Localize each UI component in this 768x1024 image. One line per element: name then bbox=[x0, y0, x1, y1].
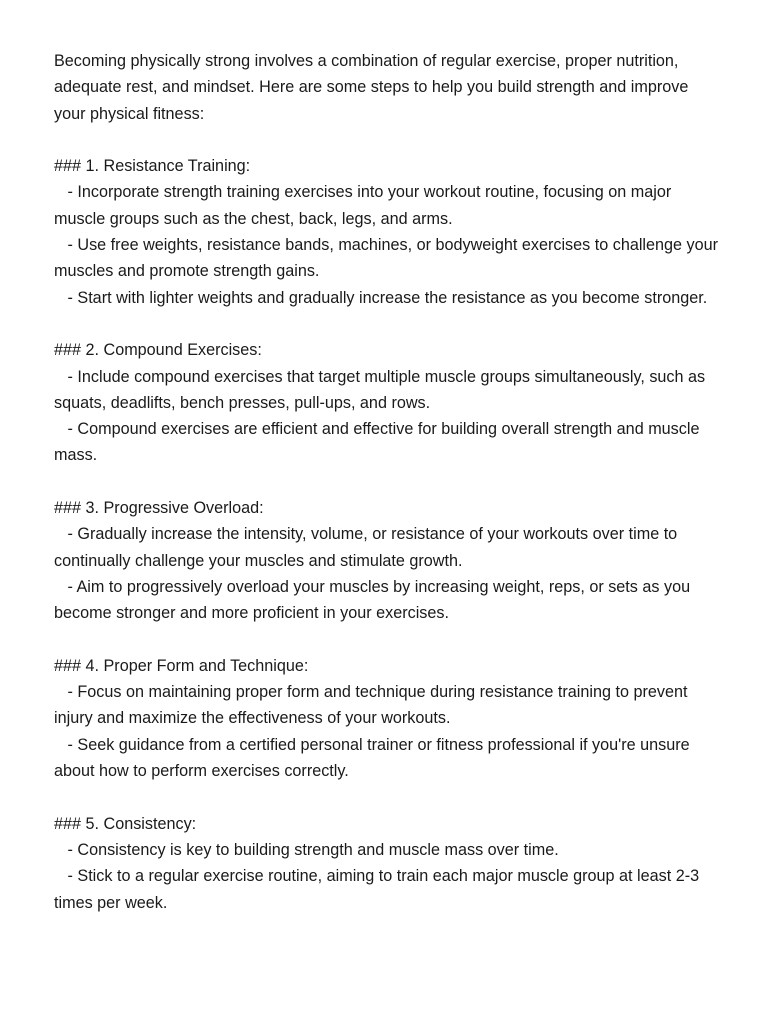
bullet-dash: - bbox=[54, 735, 78, 754]
bullet-text: Start with lighter weights and gradually increase the resistance as you become stronger. bbox=[77, 288, 708, 307]
bullet-text: Stick to a regular exercise routine, aiming to train each major muscle group at least 2-3 times per week. bbox=[54, 867, 700, 912]
bullet-text: Consistency is key to building strength and muscle mass over time. bbox=[77, 840, 559, 859]
bullet-text: Gradually increase the intensity, volume, or resistance of your workouts over time to continually challenge your muscles and stimulate growth. bbox=[54, 525, 678, 570]
bullet-item bbox=[54, 574, 724, 627]
bullet-dash: - bbox=[54, 183, 78, 202]
section-heading: ### 5. Consistency: bbox=[54, 814, 197, 833]
bullet-item bbox=[54, 285, 724, 311]
bullet-dash: - bbox=[54, 577, 77, 596]
bullet-item bbox=[54, 732, 724, 785]
section-heading: ### 2. Compound Exercises: bbox=[54, 341, 262, 360]
bullet-dash: - bbox=[54, 525, 78, 544]
section-progressive-overload bbox=[54, 495, 724, 626]
section-resistance-training bbox=[54, 153, 724, 311]
bullet-item bbox=[54, 364, 724, 417]
document-body bbox=[54, 48, 724, 916]
section-heading: ### 3. Progressive Overload: bbox=[54, 499, 264, 518]
bullet-item bbox=[54, 416, 724, 469]
bullet-dash: - bbox=[54, 367, 78, 386]
bullet-item bbox=[54, 179, 724, 232]
bullet-text: Include compound exercises that target multiple muscle groups simultaneously, such as squats, deadlifts, bench presses, pull-ups, and rows. bbox=[54, 367, 706, 412]
bullet-dash: - bbox=[54, 288, 78, 307]
bullet-text: Incorporate strength training exercises into your workout routine, focusing on major muscle groups such as the chest, back, legs, and arms. bbox=[54, 183, 672, 228]
bullet-item bbox=[54, 679, 724, 732]
section-consistency bbox=[54, 811, 724, 916]
section-heading: ### 1. Resistance Training: bbox=[54, 157, 251, 176]
bullet-dash: - bbox=[54, 236, 78, 255]
bullet-item bbox=[54, 863, 724, 916]
bullet-dash: - bbox=[54, 420, 78, 439]
bullet-item bbox=[54, 232, 724, 285]
section-compound-exercises bbox=[54, 337, 724, 468]
intro-paragraph: Becoming physically strong involves a combination of regular exercise, proper nutrition, adequate rest, and mindset. Here are some steps to help you build strength and improve your physical fitness: bbox=[54, 52, 693, 123]
bullet-text: Compound exercises are efficient and effective for building overall strength and muscle mass. bbox=[54, 420, 700, 465]
bullet-item bbox=[54, 837, 724, 863]
bullet-dash: - bbox=[54, 840, 78, 859]
bullet-text: Aim to progressively overload your muscles by increasing weight, reps, or sets as you become stronger and more proficient in your exercises. bbox=[54, 577, 691, 623]
section-heading: ### 4. Proper Form and Technique: bbox=[54, 656, 309, 675]
bullet-text: Use free weights, resistance bands, machines, or bodyweight exercises to challenge your muscles and promote strength gains. bbox=[54, 236, 719, 281]
bullet-text: Seek guidance from a certified personal trainer or fitness professional if you're unsure about how to perform exercises correctly. bbox=[54, 735, 690, 781]
bullet-dash: - bbox=[54, 683, 78, 702]
bullet-item bbox=[54, 521, 724, 574]
bullet-text: Focus on maintaining proper form and technique during resistance training to prevent injury and maximize the effectiveness of your workouts. bbox=[54, 683, 688, 728]
section-proper-form bbox=[54, 653, 724, 784]
bullet-dash: - bbox=[54, 867, 78, 886]
